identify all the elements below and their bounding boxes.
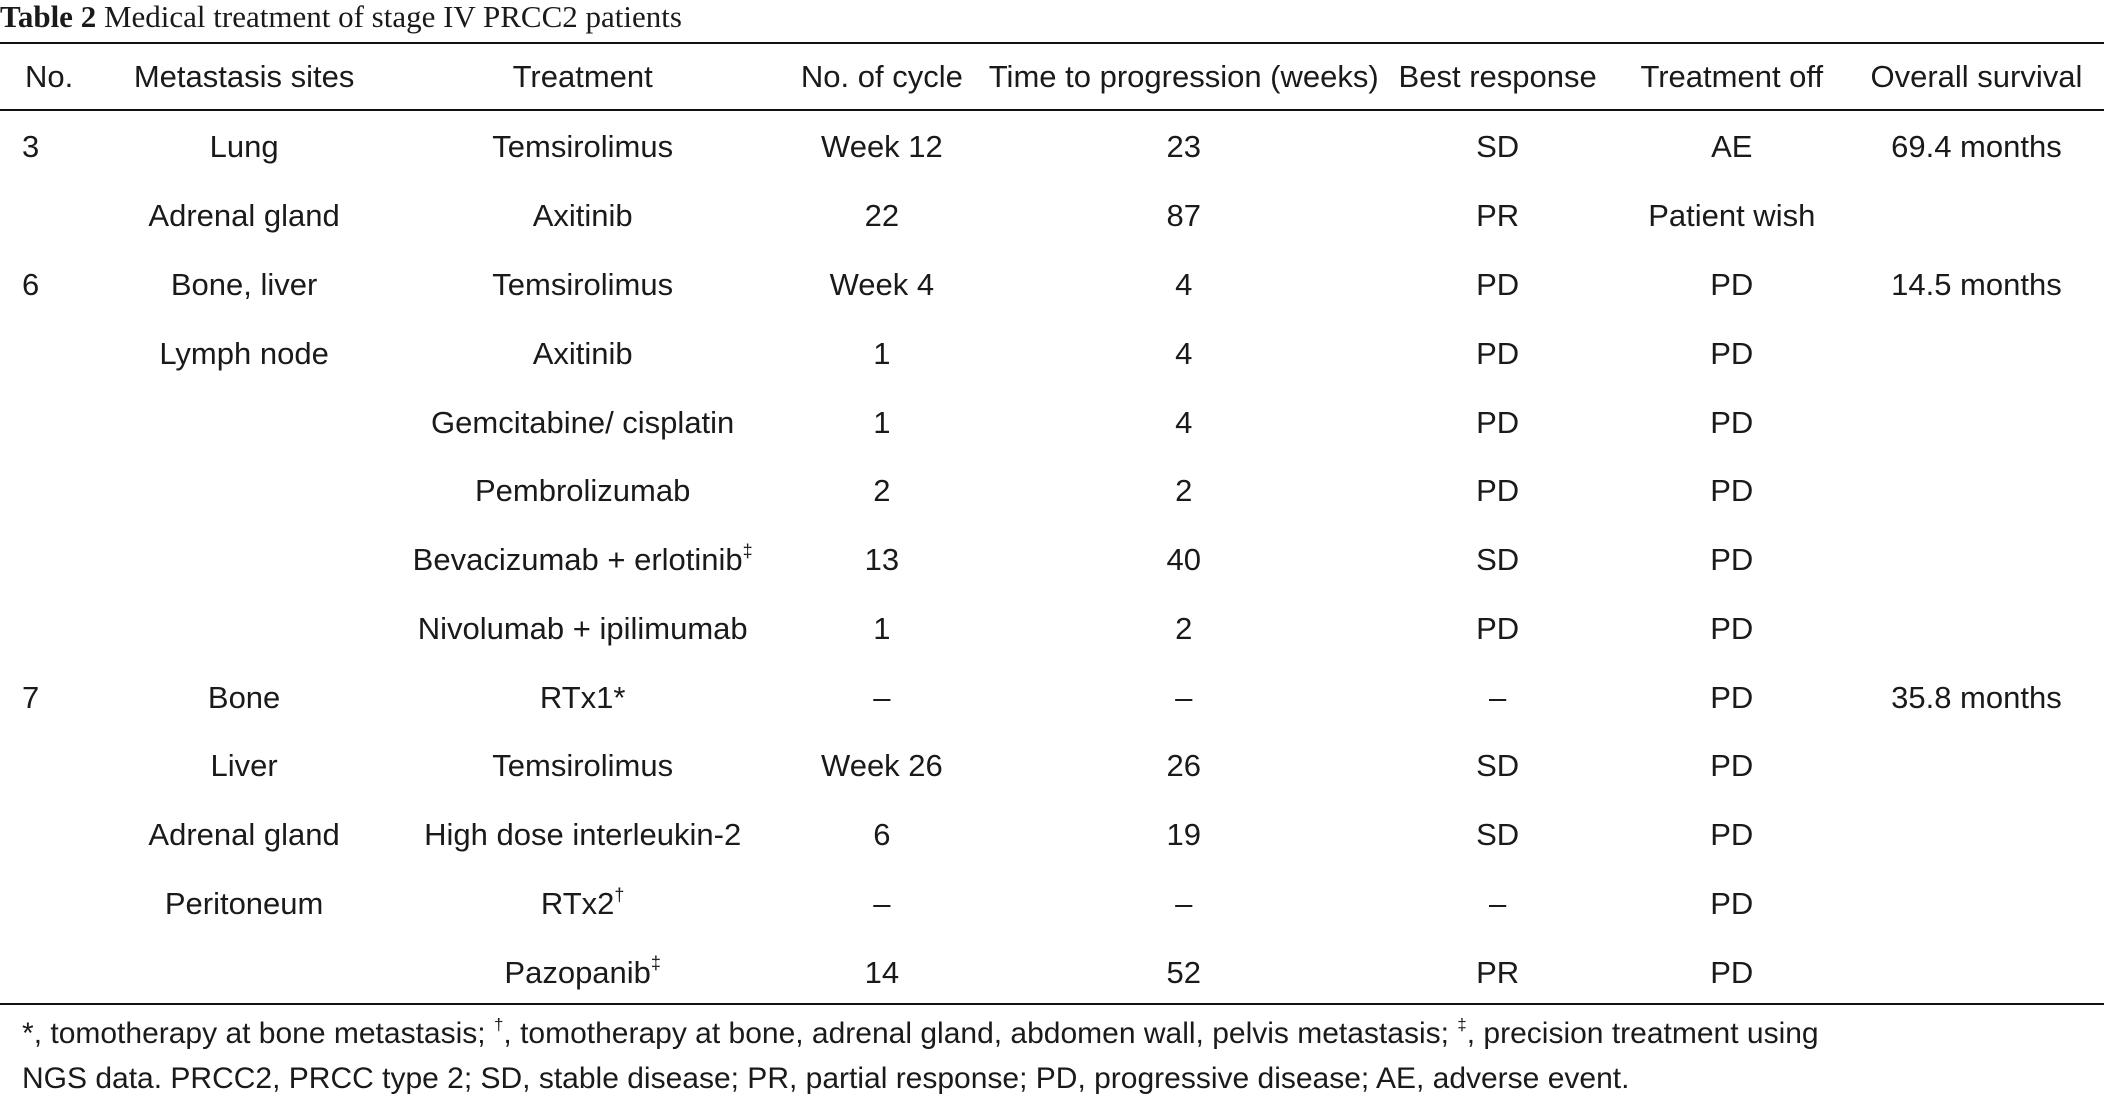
cell-no: [0, 595, 100, 664]
cell-metastasis-site-text: Lung: [209, 129, 279, 164]
cell-metastasis-site: [100, 870, 389, 939]
cell-overall-survival: [1849, 870, 2104, 939]
cell-no-of-cycle: [777, 457, 987, 526]
cell-best-response-text: SD: [1476, 748, 1520, 784]
cell-metastasis-site: [100, 801, 389, 870]
cell-time-to-progression-text: –: [1175, 885, 1193, 921]
cell-best-response: [1381, 112, 1615, 182]
cell-treatment-off: [1615, 320, 1849, 389]
footnote-reference-mark: ‡: [650, 953, 661, 974]
cell-no-of-cycle: [777, 388, 987, 457]
cell-treatment-off: [1615, 595, 1849, 664]
cell-no-of-cycle-text: –: [873, 679, 891, 715]
table-header-row: [0, 44, 2104, 109]
cell-metastasis-site: [100, 388, 389, 457]
table-row: [0, 182, 2104, 251]
cell-no-of-cycle-text: Week 4: [829, 267, 935, 303]
cell-no-of-cycle: [777, 112, 987, 182]
cell-time-to-progression-text: 52: [1166, 954, 1201, 990]
cell-treatment: [388, 112, 776, 182]
cell-treatment-off: [1615, 938, 1849, 1007]
cell-best-response-text: SD: [1476, 129, 1520, 164]
cell-metastasis-site: [100, 457, 389, 526]
cell-best-response-text: –: [1489, 679, 1507, 715]
column-header-best-response: Best response: [1398, 58, 1597, 94]
column-header-metastasis-sites: Metastasis sites: [133, 58, 355, 94]
cell-overall-survival: [1849, 801, 2104, 870]
cell-time-to-progression: [987, 112, 1381, 182]
cell-best-response: [1381, 870, 1615, 939]
cell-time-to-progression: [987, 388, 1381, 457]
cell-best-response: [1381, 182, 1615, 251]
cell-time-to-progression: [987, 526, 1381, 595]
cell-best-response-text: PD: [1476, 267, 1520, 303]
footnote-line-2: NGS data. PRCC2, PRCC type 2; SD, stable disease; PR, partial response; PD, progressive disease; AE, adverse event.: [22, 1062, 1630, 1095]
footnote-text-2: , tomotherapy at bone, adrenal gland, abdomen wall, pelvis metastasis;: [503, 1017, 1458, 1050]
table-row: [0, 526, 2104, 595]
cell-treatment-off-text: PD: [1710, 610, 1754, 646]
cell-treatment-off: [1615, 801, 1849, 870]
cell-best-response-text: PD: [1476, 473, 1520, 509]
cell-no: [0, 801, 100, 870]
cell-metastasis-site-text: Bone: [207, 679, 281, 715]
cell-overall-survival: [1849, 320, 2104, 389]
cell-no-of-cycle-text: 14: [864, 954, 900, 990]
cell-time-to-progression-text: 26: [1166, 748, 1201, 784]
cell-treatment-off-text: PD: [1710, 679, 1754, 715]
footnote-text-1: , tomotherapy at bone metastasis;: [33, 1017, 494, 1050]
cell-time-to-progression: [987, 870, 1381, 939]
cell-best-response-text: PD: [1476, 610, 1520, 646]
cell-treatment-off: [1615, 870, 1849, 939]
cell-metastasis-site: [100, 182, 389, 251]
cell-time-to-progression: [987, 938, 1381, 1007]
cell-overall-survival: [1849, 663, 2104, 732]
cell-treatment-off: [1615, 182, 1849, 251]
cell-time-to-progression: [987, 320, 1381, 389]
cell-time-to-progression-text: 87: [1166, 198, 1201, 234]
cell-metastasis-site-text: Adrenal gland: [148, 198, 340, 234]
cell-no: [0, 732, 100, 801]
cell-best-response-text: PR: [1476, 954, 1520, 990]
cell-best-response: [1381, 663, 1615, 732]
cell-no: [0, 182, 100, 251]
cell-metastasis-site: [100, 595, 389, 664]
cell-best-response-text: PD: [1476, 404, 1520, 440]
cell-no-of-cycle-text: 13: [864, 542, 900, 578]
cell-time-to-progression-text: 4: [1175, 267, 1193, 303]
footnote-mark-asterisk: *: [22, 1017, 34, 1050]
table-row: [0, 251, 2104, 320]
cell-treatment-off: [1615, 112, 1849, 182]
cell-treatment-text: Temsirolimus: [492, 267, 674, 303]
cell-treatment-text: RTx1*: [539, 679, 626, 715]
cell-no: [0, 457, 100, 526]
cell-best-response: [1381, 457, 1615, 526]
cell-metastasis-site: [100, 251, 389, 320]
cell-time-to-progression: [987, 663, 1381, 732]
cell-metastasis-site: [100, 732, 389, 801]
table-row: [0, 732, 2104, 801]
cell-treatment-text: RTx2: [540, 885, 615, 921]
cell-no-text: 3: [22, 129, 40, 164]
column-header-no: No.: [25, 58, 74, 94]
cell-time-to-progression: [987, 251, 1381, 320]
cell-best-response-text: PD: [1476, 335, 1520, 371]
cell-treatment-off-text: PD: [1710, 267, 1754, 303]
cell-overall-survival-text: 69.4 months: [1891, 129, 2062, 164]
footnote-mark-dagger: †: [493, 1015, 504, 1034]
cell-best-response: [1381, 938, 1615, 1007]
cell-no: [0, 663, 100, 732]
cell-time-to-progression-text: 2: [1175, 473, 1193, 509]
cell-no-of-cycle-text: Week 12: [821, 129, 943, 164]
cell-treatment-off-text: PD: [1710, 335, 1754, 371]
cell-best-response: [1381, 388, 1615, 457]
column-header-treatment: Treatment: [512, 58, 653, 94]
cell-overall-survival: [1849, 732, 2104, 801]
cell-no: [0, 938, 100, 1007]
cell-treatment: [388, 251, 776, 320]
footnote-text-3: , precision treatment using: [1466, 1017, 1819, 1050]
cell-treatment-off-text: PD: [1710, 404, 1754, 440]
cell-time-to-progression-text: 19: [1166, 817, 1201, 853]
table-row: [0, 112, 2104, 182]
cell-no-of-cycle-text: 2: [873, 473, 891, 509]
cell-treatment: [388, 663, 776, 732]
cell-overall-survival: [1849, 938, 2104, 1007]
cell-overall-survival: [1849, 182, 2104, 251]
cell-treatment: [388, 388, 776, 457]
cell-treatment: [388, 182, 776, 251]
cell-no-of-cycle: [777, 595, 987, 664]
cell-best-response: [1381, 595, 1615, 664]
cell-no-of-cycle-text: 6: [873, 817, 891, 853]
table-row: [0, 320, 2104, 389]
cell-no-of-cycle: [777, 801, 987, 870]
cell-time-to-progression-text: 23: [1166, 129, 1201, 164]
cell-treatment-text: High dose interleukin-2: [424, 817, 742, 853]
cell-best-response: [1381, 320, 1615, 389]
cell-metastasis-site: [100, 938, 389, 1007]
cell-metastasis-site: [100, 320, 389, 389]
cell-treatment-text: Axitinib: [532, 198, 633, 234]
cell-best-response: [1381, 801, 1615, 870]
cell-treatment-text: Gemcitabine/ cisplatin: [431, 404, 735, 440]
footnote-reference-mark: †: [614, 884, 625, 905]
cell-no-of-cycle: [777, 732, 987, 801]
cell-overall-survival: [1849, 388, 2104, 457]
footnote-reference-mark: ‡: [742, 540, 753, 561]
cell-no-of-cycle-text: Week 26: [821, 748, 943, 784]
cell-treatment-off-text: PD: [1710, 542, 1754, 578]
cell-time-to-progression-text: 40: [1166, 542, 1201, 578]
cell-overall-survival: [1849, 457, 2104, 526]
cell-time-to-progression-text: –: [1175, 679, 1193, 715]
cell-no-of-cycle-text: 1: [873, 404, 891, 440]
cell-treatment-off-text: PD: [1710, 473, 1754, 509]
cell-treatment-off-text: PD: [1710, 817, 1754, 853]
cell-no-of-cycle-text: 22: [864, 198, 900, 234]
cell-metastasis-site-text: Liver: [210, 748, 278, 784]
column-header-no-of-cycle: No. of cycle: [800, 58, 963, 94]
cell-treatment-off-text: PD: [1710, 885, 1754, 921]
cell-overall-survival: [1849, 595, 2104, 664]
cell-treatment: [388, 801, 776, 870]
cell-treatment-off: [1615, 526, 1849, 595]
cell-metastasis-site-text: Bone, liver: [170, 267, 318, 303]
cell-no: [0, 526, 100, 595]
cell-no-of-cycle: [777, 526, 987, 595]
cell-overall-survival-text: 35.8 months: [1891, 679, 2062, 715]
cell-overall-survival: [1849, 526, 2104, 595]
cell-time-to-progression: [987, 595, 1381, 664]
cell-time-to-progression-text: 2: [1175, 610, 1193, 646]
cell-treatment-text: Axitinib: [532, 335, 633, 371]
cell-treatment-text: Temsirolimus: [492, 748, 674, 784]
cell-no: [0, 251, 100, 320]
table-caption-title: Medical treatment of stage IV PRCC2 patients: [103, 0, 682, 34]
cell-treatment-text: Nivolumab + ipilimumab: [417, 610, 748, 646]
cell-no-text: 7: [22, 679, 40, 715]
cell-treatment-off: [1615, 732, 1849, 801]
cell-metastasis-site-text: Adrenal gland: [148, 817, 340, 853]
cell-best-response-text: SD: [1476, 817, 1520, 853]
cell-treatment-off-text: PD: [1710, 748, 1754, 784]
cell-treatment-off: [1615, 251, 1849, 320]
table-caption: [0, 0, 682, 38]
table-row: [0, 388, 2104, 457]
footnote-line-1: [22, 1011, 2092, 1056]
cell-best-response-text: SD: [1476, 542, 1520, 578]
cell-best-response: [1381, 732, 1615, 801]
cell-treatment-text: Temsirolimus: [492, 129, 674, 164]
cell-metastasis-site-text: Peritoneum: [164, 885, 324, 921]
column-header-time-to-progression: Time to progression (weeks): [988, 58, 1379, 94]
cell-treatment-off: [1615, 663, 1849, 732]
cell-best-response: [1381, 526, 1615, 595]
cell-no-of-cycle: [777, 938, 987, 1007]
cell-no: [0, 320, 100, 389]
cell-no-of-cycle: [777, 663, 987, 732]
cell-treatment-off: [1615, 457, 1849, 526]
cell-time-to-progression-text: 4: [1175, 335, 1193, 371]
table-row: [0, 663, 2104, 732]
treatment-table: [0, 44, 2104, 1007]
cell-no-of-cycle-text: 1: [873, 335, 891, 371]
cell-best-response: [1381, 251, 1615, 320]
cell-time-to-progression: [987, 182, 1381, 251]
table-footnote: [22, 1011, 2092, 1101]
cell-no-of-cycle: [777, 320, 987, 389]
cell-treatment-off-text: AE: [1711, 129, 1753, 164]
column-header-overall-survival: Overall survival: [1870, 58, 2083, 94]
table-caption-label: Table 2: [0, 0, 97, 34]
cell-no-of-cycle: [777, 182, 987, 251]
table-row: [0, 595, 2104, 664]
cell-treatment: [388, 595, 776, 664]
footnote-mark-double-dagger: ‡: [1457, 1015, 1467, 1034]
table-row: [0, 870, 2104, 939]
cell-treatment: [388, 732, 776, 801]
cell-overall-survival: [1849, 112, 2104, 182]
cell-no-of-cycle: [777, 870, 987, 939]
cell-treatment-text: Bevacizumab + erlotinib: [412, 542, 743, 578]
table-body: [0, 112, 2104, 1007]
cell-treatment: [388, 320, 776, 389]
cell-overall-survival: [1849, 251, 2104, 320]
cell-no-of-cycle-text: 1: [873, 610, 891, 646]
cell-treatment: [388, 457, 776, 526]
cell-treatment: [388, 870, 776, 939]
cell-metastasis-site-text: Lymph node: [159, 335, 329, 371]
cell-time-to-progression-text: 4: [1175, 404, 1193, 440]
cell-treatment-text: Pembrolizumab: [474, 473, 691, 509]
cell-best-response-text: PR: [1476, 198, 1520, 234]
cell-no-of-cycle: [777, 251, 987, 320]
cell-no-text: 6: [22, 267, 40, 303]
cell-no-of-cycle-text: –: [873, 885, 891, 921]
cell-treatment: [388, 526, 776, 595]
cell-treatment: [388, 938, 776, 1007]
cell-time-to-progression: [987, 801, 1381, 870]
cell-metastasis-site: [100, 663, 389, 732]
table-row: [0, 801, 2104, 870]
cell-time-to-progression: [987, 732, 1381, 801]
cell-treatment-text: Pazopanib: [504, 954, 651, 990]
cell-best-response-text: –: [1489, 885, 1507, 921]
cell-time-to-progression: [987, 457, 1381, 526]
table-row: [0, 457, 2104, 526]
cell-no: [0, 870, 100, 939]
cell-no: [0, 388, 100, 457]
table-row: [0, 938, 2104, 1007]
cell-no: [0, 112, 100, 182]
cell-metastasis-site: [100, 526, 389, 595]
cell-overall-survival-text: 14.5 months: [1891, 267, 2062, 303]
column-header-treatment-off: Treatment off: [1640, 58, 1824, 94]
cell-metastasis-site: [100, 112, 389, 182]
cell-treatment-off-text: PD: [1710, 954, 1754, 990]
cell-treatment-off-text: Patient wish: [1648, 198, 1816, 234]
cell-treatment-off: [1615, 388, 1849, 457]
